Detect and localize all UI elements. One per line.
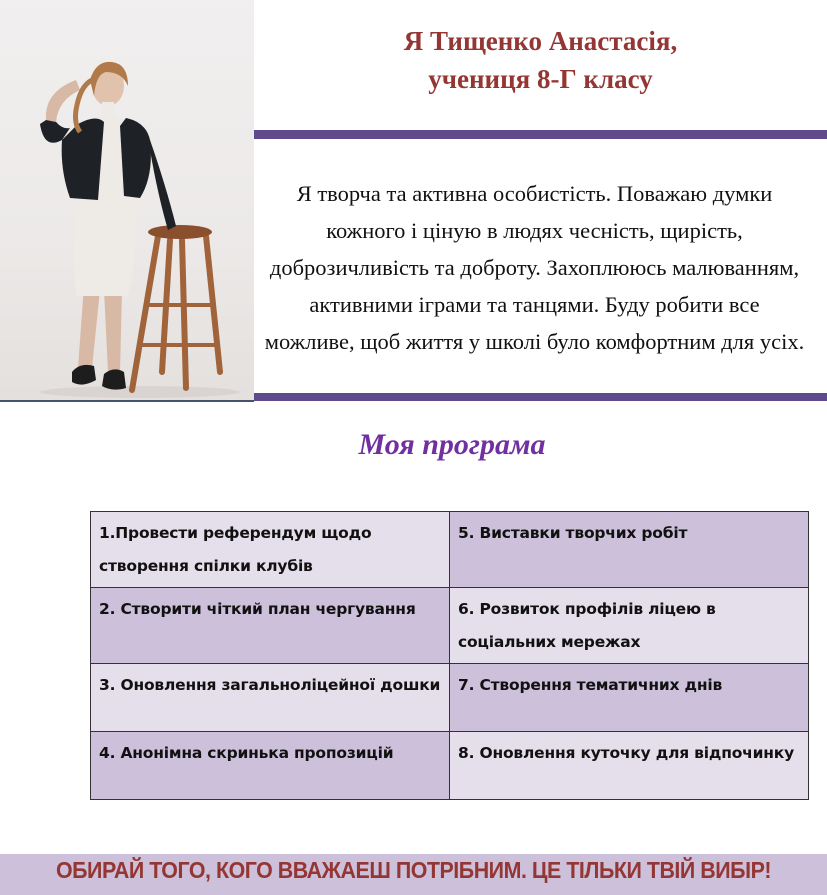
program-table [90, 511, 809, 800]
program-item-4: 4. Анонімна скринька пропозицій [91, 732, 450, 800]
wooden-stool [132, 236, 220, 390]
candidate-title [254, 22, 827, 98]
footer-banner [0, 854, 827, 895]
table-row [91, 732, 809, 800]
table-row [91, 588, 809, 664]
program-item-2: 2. Створити чіткий план чергування [91, 588, 450, 664]
photo-bottom-border [0, 400, 254, 402]
candidate-photo [0, 0, 254, 400]
title-line-2: учениця 8-Г класу [428, 64, 653, 94]
program-item-7: 7. Створення тематичних днів [450, 664, 809, 732]
program-item-6: 6. Розвиток профілів ліцею в соціальних мережах [450, 588, 809, 664]
program-title: Моя програма [358, 428, 546, 461]
table-row [91, 512, 809, 588]
bottom-divider [254, 393, 827, 401]
stool-seat [148, 225, 212, 239]
program-item-5: 5. Виставки творчих робіт [450, 512, 809, 588]
top-divider [254, 130, 827, 139]
program-item-8: 8. Оновлення куточку для відпочинку [450, 732, 809, 800]
title-line-1: Я Тищенко Анастасія, [403, 26, 678, 56]
program-item-3: 3. Оновлення загальноліцейної дошки [91, 664, 450, 732]
footer-slogan: ОБИРАЙ ТОГО, КОГО ВВАЖАЕШ ПОТРІБНИМ. ЦЕ ТІЛЬКИ ТВІЙ ВИБІР! [55, 857, 772, 883]
candidate-figure [0, 0, 254, 400]
candidate-bio: Я творча та активна особистість. Поважаю думки кожного і ціную в людях чесність, щирість, доброзичливість та доброту. Захоплююсь малюванням, активними іграми та танцями. Буду робити все можливе, щоб життя у школі було комфортним для усіх. [264, 181, 805, 354]
table-row [91, 664, 809, 732]
program-item-1: 1.Провести референдум щодо створення спілки клубів [91, 512, 450, 588]
